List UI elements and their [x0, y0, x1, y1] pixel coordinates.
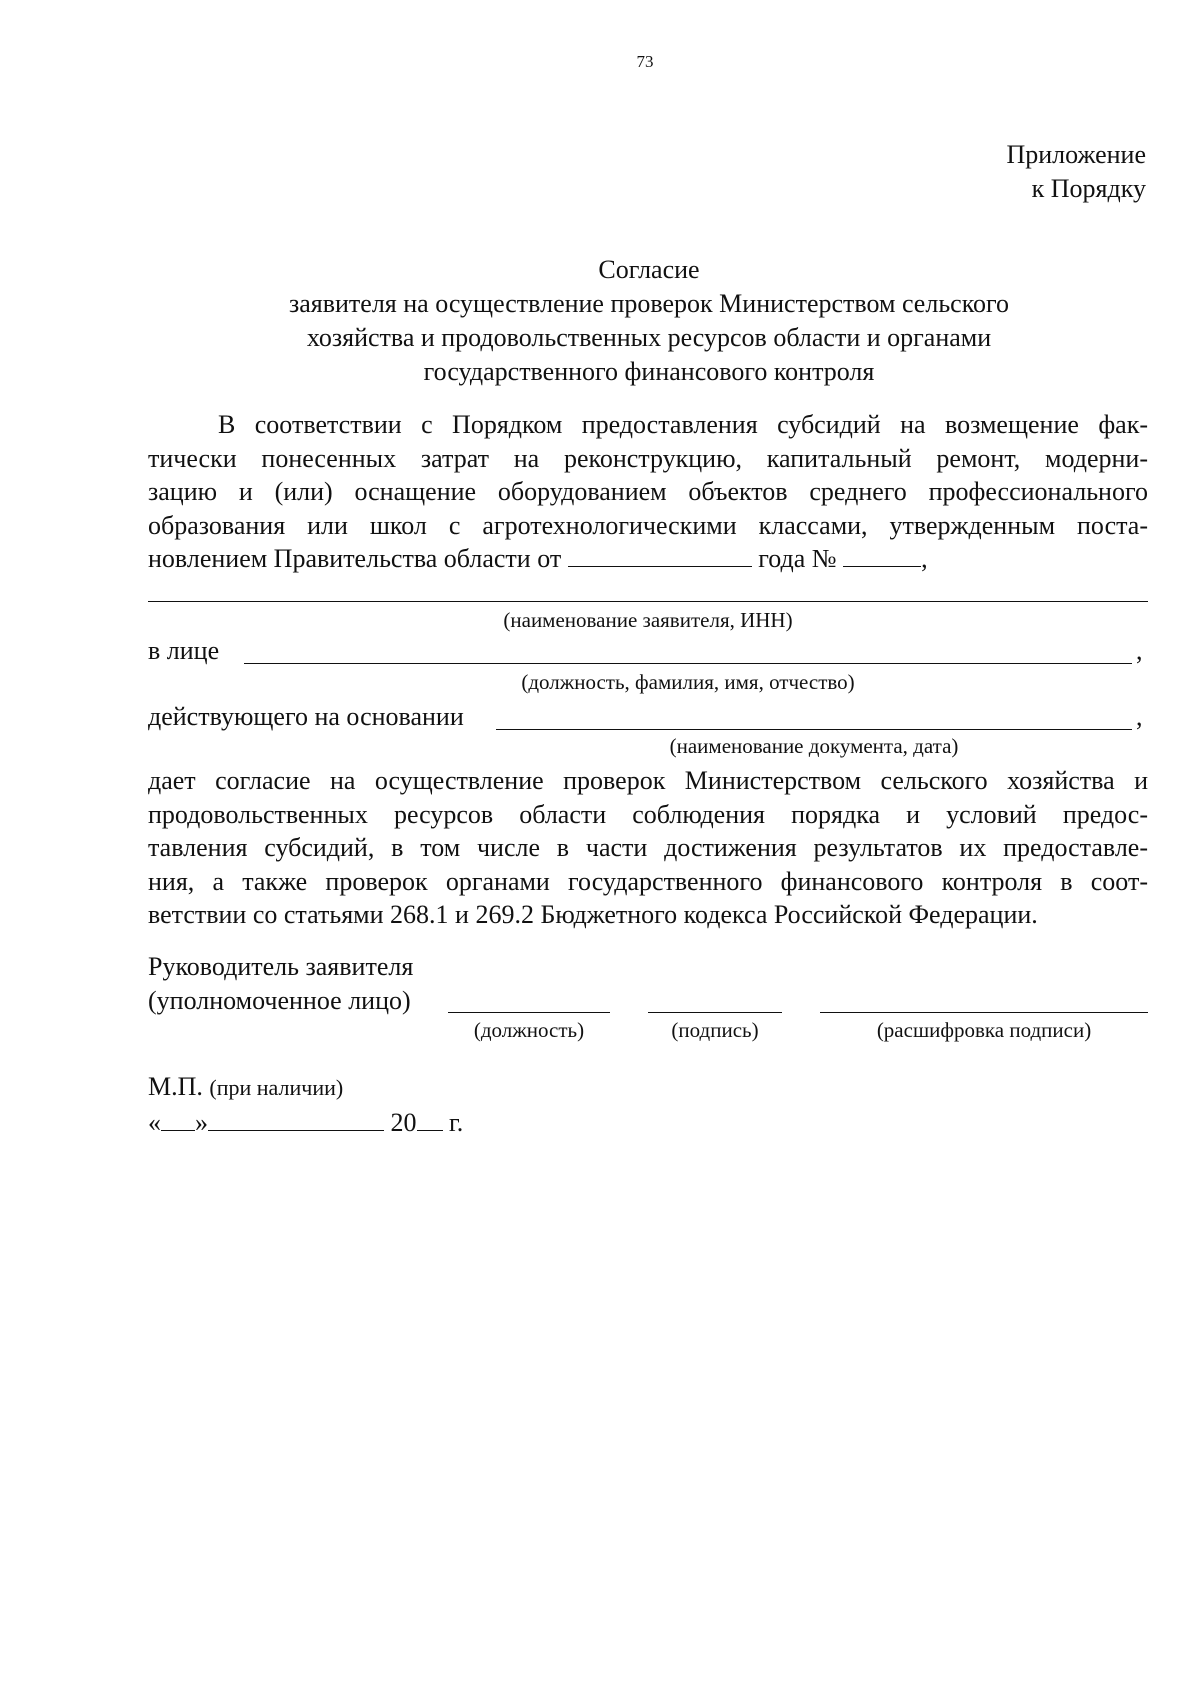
stamp-mp: М.П. [148, 1072, 203, 1101]
stamp-label [148, 1072, 343, 1102]
signature-line-1: Руководитель заявителя [148, 952, 414, 981]
resolution-number-field[interactable] [843, 546, 921, 567]
title-line-3: хозяйства и продовольственных ресурсов области и органами [306, 323, 992, 352]
intro-line-2: тически понесенных затрат на реконструкцию, капитальный ремонт, модерни- [148, 443, 1148, 473]
document-title [150, 253, 1148, 389]
signer-position-field[interactable] [448, 1012, 610, 1013]
applicant-name-field[interactable] [148, 601, 1148, 602]
intro-line-1: В соответствии с Порядком предоставления субсидий на возмещение фак- [218, 410, 1148, 439]
page-number: 73 [636, 52, 654, 71]
date-year-prefix: 20 [390, 1108, 417, 1137]
date-line [148, 1108, 463, 1138]
in-person-comma: , [1136, 636, 1143, 665]
signer-decode-field[interactable] [820, 1012, 1148, 1013]
title-line-2: заявителя на осуществление проверок Министерством сельского [288, 289, 1010, 318]
signature-line-2: (уполномоченное лицо) [148, 986, 411, 1015]
intro-line-5-start: новлением Правительства области от [148, 544, 562, 573]
intro-paragraph [148, 408, 1148, 576]
stamp-note: (при наличии) [209, 1075, 344, 1100]
applicant-caption: (наименование заявителя, ИНН) [503, 608, 793, 632]
basis-document-field[interactable] [496, 729, 1132, 730]
date-close-quote: » [195, 1108, 208, 1137]
intro-line-5 [148, 542, 1148, 576]
document-caption: (наименование документа, дата) [669, 734, 959, 758]
in-person-label: в лице [148, 636, 220, 665]
intro-line-5-mid: года № [758, 544, 837, 573]
consent-line-2: продовольственных ресурсов области соблюдения порядка и условий предос- [148, 799, 1148, 829]
signer-signature-field[interactable] [648, 1012, 782, 1013]
title-line-4: государственного финансового контроля [423, 357, 875, 386]
intro-line-3: зацию и (или) оснащение оборудованием объектов среднего профессионального [148, 477, 1148, 506]
caption-signature: (подпись) [671, 1018, 759, 1042]
appendix-line-1: Приложение [1006, 140, 1146, 169]
date-day-field[interactable] [161, 1110, 195, 1131]
consent-line-1: дает согласие на осуществление проверок Министерством сельского хозяйства и [148, 766, 1148, 795]
acting-comma: , [1136, 702, 1143, 731]
caption-decode: (расшифровка подписи) [876, 1018, 1092, 1042]
date-year-field[interactable] [417, 1110, 443, 1131]
consent-paragraph [148, 764, 1148, 932]
caption-position: (должность) [473, 1018, 585, 1042]
consent-line-3: тавления субсидий, в том числе в части достижения результатов их предоставле- [148, 833, 1148, 862]
date-month-field[interactable] [208, 1110, 384, 1131]
intro-line-4: образования или школ с агротехнологическими классами, утвержденным поста- [148, 510, 1148, 540]
appendix-header [1006, 138, 1146, 206]
appendix-line-2: к Порядку [1031, 174, 1146, 203]
in-person-field[interactable] [244, 663, 1132, 664]
intro-line-5-end: , [921, 544, 928, 573]
acting-label: действующего на основании [148, 702, 464, 731]
consent-line-5: ветствии со статьями 268.1 и 269.2 Бюджетного кодекса Российской Федерации. [148, 900, 1038, 929]
date-open-quote: « [148, 1108, 161, 1137]
title-line-1: Согласие [598, 255, 700, 284]
date-year-suffix: г. [449, 1108, 464, 1137]
consent-line-4: ния, а также проверок органами государственного финансового контроля в соот- [148, 866, 1148, 896]
resolution-date-field[interactable] [568, 546, 752, 567]
position-caption: (должность, фамилия, имя, отчество) [521, 670, 855, 694]
